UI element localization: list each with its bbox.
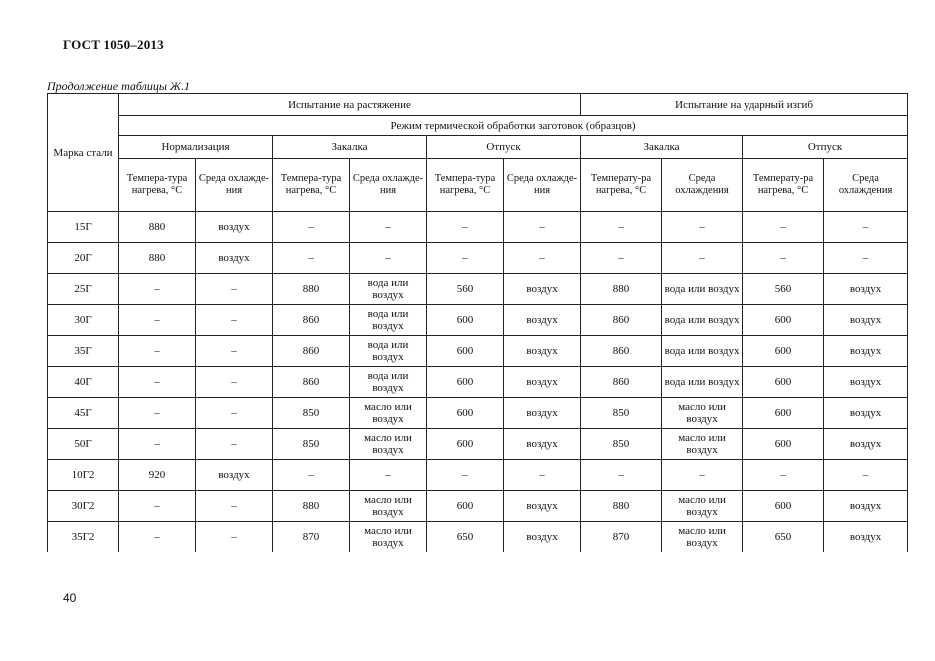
table-row (48, 398, 908, 429)
table-cell: – (196, 491, 273, 522)
table-cell: воздух (504, 522, 581, 553)
row-grade-cell: 40Г (48, 367, 119, 398)
table-cell: 870 (581, 522, 662, 553)
table-cell: воздух (824, 305, 908, 336)
table-cell: – (119, 274, 196, 305)
table-cell: 600 (427, 429, 504, 460)
table-cell: 920 (119, 460, 196, 491)
table-cell: – (581, 212, 662, 243)
subheader-temperature: Темпера-тура нагрева, °С (273, 159, 350, 212)
subheader-medium: Среда охлаждения (662, 159, 743, 212)
table-row (48, 367, 908, 398)
table-cell: 600 (427, 336, 504, 367)
table-cell: 850 (273, 398, 350, 429)
heat-treatment-header: Режим термической обработки заготовок (образцов) (119, 116, 908, 136)
table-cell: – (743, 243, 824, 274)
table-cell: – (743, 212, 824, 243)
table-cell: – (119, 522, 196, 553)
table-cell: – (504, 212, 581, 243)
table-cell: 860 (273, 305, 350, 336)
table-cell: 880 (119, 212, 196, 243)
table-cell: – (350, 212, 427, 243)
subheader-medium: Среда охлажде-ния (504, 159, 581, 212)
table-cell: воздух (504, 305, 581, 336)
table-row (48, 336, 908, 367)
table-cell: – (427, 460, 504, 491)
table-cell: масло или воздух (662, 398, 743, 429)
table-cell: – (504, 460, 581, 491)
row-grade-cell: 35Г (48, 336, 119, 367)
table-cell: – (581, 460, 662, 491)
table-caption: Продолжение таблицы Ж.1 (47, 79, 191, 93)
table-cell: 600 (743, 336, 824, 367)
table-cell: 870 (273, 522, 350, 553)
table-cell: – (743, 460, 824, 491)
table-cell: – (662, 243, 743, 274)
subheader-temperature: Темпера-тура нагрева, °С (427, 159, 504, 212)
table-cell: вода или воздух (662, 336, 743, 367)
table-cell: масло или воздух (350, 429, 427, 460)
table-cell: воздух (196, 212, 273, 243)
row-grade-cell: 25Г (48, 274, 119, 305)
table-cell: воздух (504, 336, 581, 367)
table-cell: воздух (504, 367, 581, 398)
table-cell: 850 (273, 429, 350, 460)
table-cell: – (273, 460, 350, 491)
table-cell: 600 (427, 305, 504, 336)
row-grade-cell: 50Г (48, 429, 119, 460)
table-cell: – (581, 243, 662, 274)
page-number: 40 (63, 591, 77, 605)
table-cell: воздух (824, 522, 908, 553)
table-cell: – (196, 429, 273, 460)
table-cell: вода или воздух (662, 274, 743, 305)
row-grade-cell: 15Г (48, 212, 119, 243)
row-grade-cell: 30Г2 (48, 491, 119, 522)
table-cell: 600 (743, 398, 824, 429)
table-body (48, 212, 908, 553)
row-grade-cell: 20Г (48, 243, 119, 274)
row-grade-cell: 10Г2 (48, 460, 119, 491)
table-cell: 860 (581, 336, 662, 367)
table-cell: 880 (581, 491, 662, 522)
table-cell: 880 (273, 491, 350, 522)
row-grade-cell: 30Г (48, 305, 119, 336)
table-cell: воздух (504, 398, 581, 429)
table-cell: воздух (196, 460, 273, 491)
table-cell: масло или воздух (662, 429, 743, 460)
table-cell: 860 (273, 367, 350, 398)
table-cell: воздух (824, 336, 908, 367)
header-temper-impact: Отпуск (743, 136, 908, 159)
table-cell: 600 (427, 398, 504, 429)
table-cell: – (824, 212, 908, 243)
table-cell: вода или воздух (350, 336, 427, 367)
table-cell: – (119, 491, 196, 522)
table-cell: масло или воздух (350, 398, 427, 429)
table-cell: 600 (743, 491, 824, 522)
column-header-grade: Марка стали (48, 94, 119, 212)
subheader-medium: Среда охлажде-ния (196, 159, 273, 212)
table-cell: воздух (504, 274, 581, 305)
table-cell: 600 (743, 367, 824, 398)
table-cell: воздух (504, 491, 581, 522)
table-cell: – (662, 212, 743, 243)
subheader-temperature: Температу-ра нагрева, °С (581, 159, 662, 212)
table-cell: воздух (824, 429, 908, 460)
table-row (48, 305, 908, 336)
row-grade-cell: 45Г (48, 398, 119, 429)
table-cell: 600 (743, 305, 824, 336)
header-normalization: Нормализация (119, 136, 273, 159)
table-row (48, 212, 908, 243)
header-temper-tensile: Отпуск (427, 136, 581, 159)
table-cell: 560 (427, 274, 504, 305)
subheader-temperature: Темпера-тура нагрева, °С (119, 159, 196, 212)
table-cell: 860 (581, 367, 662, 398)
table-cell: – (196, 398, 273, 429)
table-cell: воздух (824, 274, 908, 305)
table-cell: вода или воздух (350, 305, 427, 336)
table-cell: – (119, 305, 196, 336)
table-cell: 860 (581, 305, 662, 336)
table-cell: воздух (824, 491, 908, 522)
group-header-tensile: Испытание на растяжение (119, 94, 581, 116)
table-cell: вода или воздух (350, 367, 427, 398)
table-cell: – (350, 460, 427, 491)
header-quench-impact: Закалка (581, 136, 743, 159)
table-cell: – (824, 243, 908, 274)
table-cell: 600 (427, 491, 504, 522)
table-cell: воздух (504, 429, 581, 460)
table-cell: – (504, 243, 581, 274)
table-cell: 880 (119, 243, 196, 274)
table-cell: – (119, 367, 196, 398)
table-cell: воздух (196, 243, 273, 274)
table-cell: 860 (273, 336, 350, 367)
table-cell: масло или воздух (662, 522, 743, 553)
table-row (48, 522, 908, 553)
table-cell: 650 (427, 522, 504, 553)
table-cell: масло или воздух (350, 491, 427, 522)
subheader-medium: Среда охлаждения (824, 159, 908, 212)
table-cell: 880 (581, 274, 662, 305)
table-cell: вода или воздух (350, 274, 427, 305)
table-cell: – (119, 429, 196, 460)
table-cell: вода или воздух (662, 367, 743, 398)
table-cell: – (662, 460, 743, 491)
table-cell: 850 (581, 429, 662, 460)
table-cell: масло или воздух (350, 522, 427, 553)
subheader-medium: Среда охлажде-ния (350, 159, 427, 212)
table-cell: 650 (743, 522, 824, 553)
table-row (48, 243, 908, 274)
group-header-impact: Испытание на ударный изгиб (581, 94, 908, 116)
row-grade-cell: 35Г2 (48, 522, 119, 553)
table-cell: – (119, 336, 196, 367)
table-cell: вода или воздух (662, 305, 743, 336)
header-quench-tensile: Закалка (273, 136, 427, 159)
table-row (48, 429, 908, 460)
table-row (48, 491, 908, 522)
table-cell: 600 (427, 367, 504, 398)
data-table (47, 93, 908, 552)
table-cell: – (427, 212, 504, 243)
table-cell: – (196, 274, 273, 305)
document-title: ГОСТ 1050–2013 (63, 37, 164, 52)
table-cell: – (427, 243, 504, 274)
table-row (48, 274, 908, 305)
table-cell: – (196, 522, 273, 553)
table-cell: воздух (824, 367, 908, 398)
heat-treatment-table (47, 93, 907, 552)
table-cell: – (196, 367, 273, 398)
table-cell: воздух (824, 398, 908, 429)
table-cell: – (273, 212, 350, 243)
table-cell: 600 (743, 429, 824, 460)
table-cell: – (196, 336, 273, 367)
table-cell: – (824, 460, 908, 491)
table-cell: – (350, 243, 427, 274)
table-cell: – (119, 398, 196, 429)
subheader-temperature: Температу-ра нагрева, °С (743, 159, 824, 212)
table-cell: 880 (273, 274, 350, 305)
table-cell: 560 (743, 274, 824, 305)
table-cell: – (196, 305, 273, 336)
table-cell: – (273, 243, 350, 274)
table-cell: 850 (581, 398, 662, 429)
table-cell: масло или воздух (662, 491, 743, 522)
table-row (48, 460, 908, 491)
